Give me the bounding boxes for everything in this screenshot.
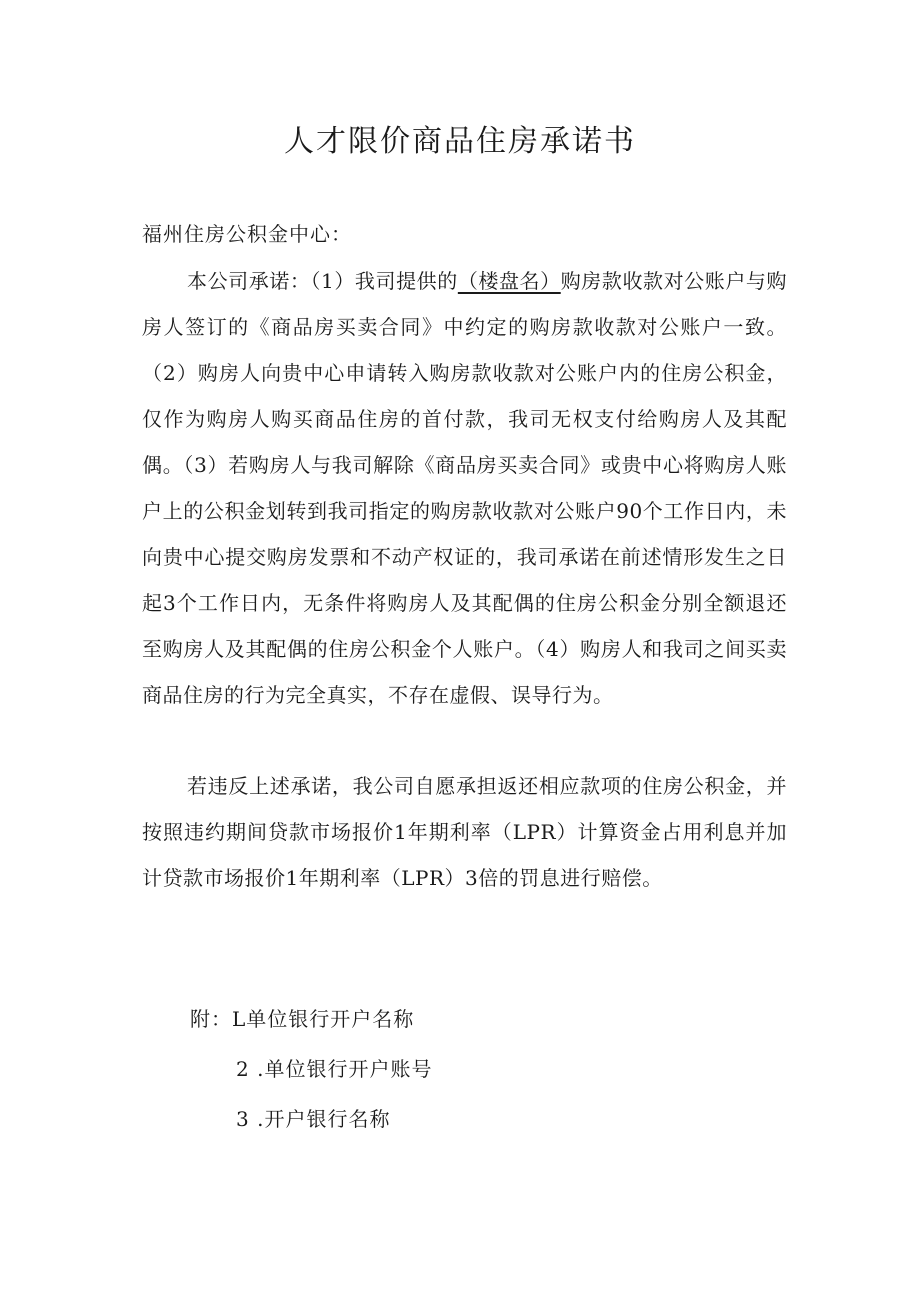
paragraph-body: 购房款收款对公账户与购房人签订的《商品房买卖合同》中约定的购房款收款对公账户一致。（2）购房人向贵中心申请转入购房款收款对公账户内的住房公积金，仅作为购房人购买商品住房的首付款，我司无权支付给购房人及其配偶。（3）若购房人与我司解除《商品房买卖合同》或贵中心将购房人账户上的公积金划转到我司指定的购房款收款对公账户90个工作日内，未向贵中心提交购房发票和不动产权证的，我司承诺在前述情形发生之日起3个工作日内，无条件将购房人及其配偶的住房公积金分别全额退还至购房人及其配偶的住房公积金个人账户。（4）购房人和我司之间买卖商品住房的行为完全真实，不存在虚假、误导行为。 (142, 269, 787, 707)
attachment-item-3: 3 .开户银行名称 (236, 1107, 391, 1131)
attachment-item-2: 2 .单位银行开户账号 (236, 1057, 433, 1081)
salutation: 福州住房公积金中心： (142, 222, 352, 246)
document-title: 人才限价商品住房承诺书 (284, 124, 636, 159)
paragraph-lead: 本公司承诺：（1）我司提供的 (187, 269, 458, 293)
attachment-item-1: 附：L单位银行开户名称 (190, 1007, 415, 1031)
commitment-paragraph (142, 258, 787, 718)
project-name-placeholder: （楼盘名） (457, 269, 561, 293)
breach-paragraph: 若违反上述承诺，我公司自愿承担返还相应款项的住房公积金，并按照违约期间贷款市场报价1年期利率（LPR）计算资金占用利息并加计贷款市场报价1年期利率（LPR）3倍的罚息进行赔偿。 (142, 774, 787, 890)
